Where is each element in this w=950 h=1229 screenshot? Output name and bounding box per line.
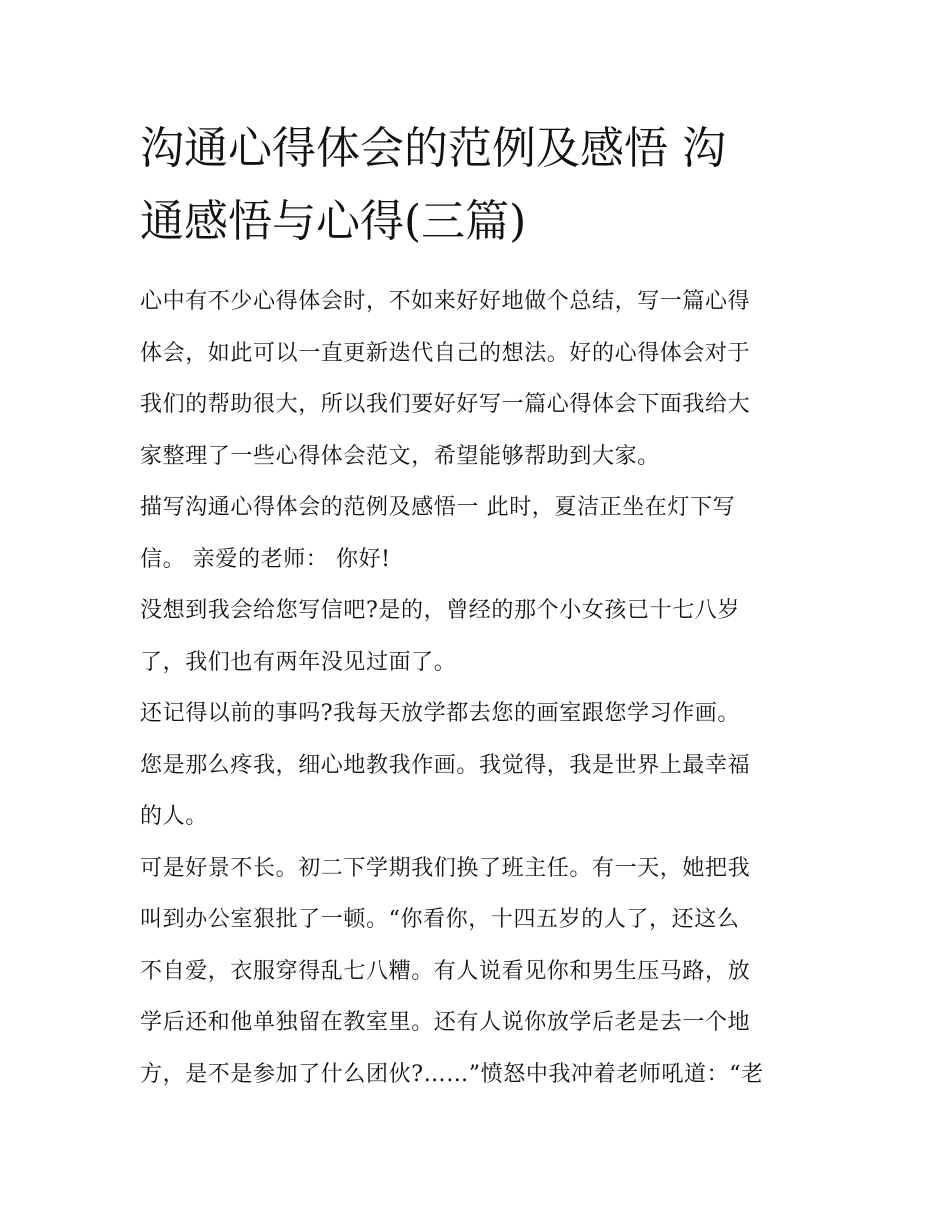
paragraph-letter-2: 还记得以前的事吗?我每天放学都去您的画室跟您学习作画。 您是那么疼我，细心地教我作画。我觉得，我是世界上最幸福 的人。: [140, 701, 751, 829]
document-body: [140, 112, 815, 1100]
paragraph-section-one-opening: 描写沟通心得体会的范例及感悟一 此时，夏洁正坐在灯下写 信。 亲爱的老师： 你好!: [140, 495, 736, 572]
paragraph-letter-3: 可是好景不长。初二下学期我们换了班主任。有一天，她把我 叫到办公室狠批了一顿。“你看你，十四五岁的人了，还这么 不自爱，衣服穿得乱七八糟。有人说看见你和男生压马路，放 学后还和他单独留在教室里。还有人说你放学后老是去一个地 方，是不是参加了什么团伙?……”愤怒中我冲着老师吼道：“老: [140, 855, 764, 1087]
paragraph-list: [140, 276, 815, 1100]
document-title: 沟通心得体会的范例及感悟 沟 通感悟与心得(三篇): [140, 123, 726, 247]
paragraph-letter-1: 没想到我会给您写信吧?是的，曾经的那个小女孩已十七八岁 了，我们也有两年没见过面了。: [140, 598, 740, 675]
paragraph-intro: 心中有不少心得体会时，不如来好好地做个总结，写一篇心得 体会，如此可以一直更新迭代自己的想法。好的心得体会对于 我们的帮助很大，所以我们要好好写一篇心得体会下面我给大 家整理了一些心得体会范文，希望能够帮助到大家。: [140, 289, 751, 469]
